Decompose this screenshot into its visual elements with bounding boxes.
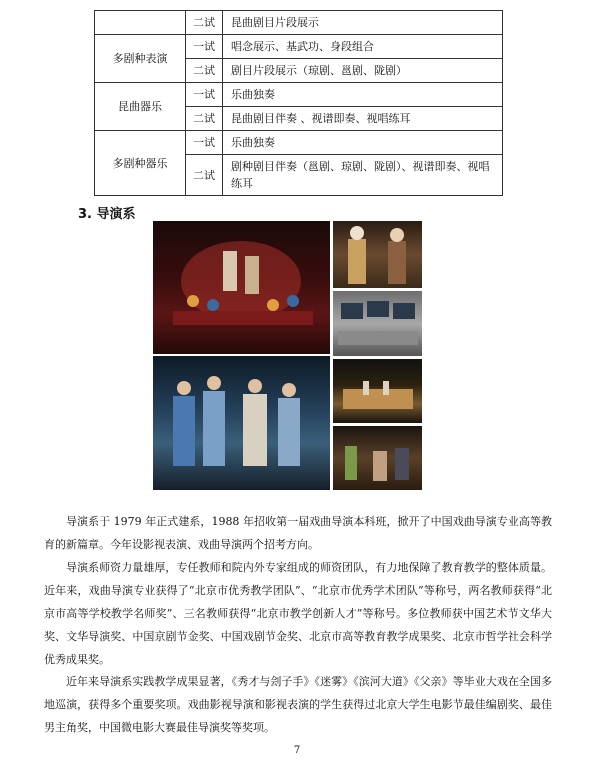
- exam-content-table: [94, 10, 503, 196]
- table-cell-group: 多剧种表演: [95, 35, 186, 83]
- rehearsal-stage-illustration: [333, 359, 422, 423]
- table-row: [95, 11, 503, 35]
- table-cell-group: [95, 11, 186, 35]
- table-row: [95, 131, 503, 155]
- table-cell-stage: 一试: [186, 131, 223, 155]
- stage-performance-photo: [153, 221, 330, 354]
- table-cell-stage: 二试: [186, 155, 223, 196]
- costumed-actors-illustration: [153, 356, 330, 490]
- section-heading: 3. 导演系: [78, 207, 136, 222]
- editing-room-illustration: [333, 291, 422, 356]
- table-cell-stage: 二试: [186, 107, 223, 131]
- stage-performance-illustration: [153, 221, 330, 354]
- table-cell-content: 昆曲剧目片段展示: [223, 11, 503, 35]
- table-cell-content: 剧种剧目伴奏（邕剧、琼剧、陇剧）、视谱即奏、视唱练耳: [223, 155, 503, 196]
- page-number: 7: [293, 745, 301, 756]
- table-cell-stage: 一试: [186, 35, 223, 59]
- costumed-actors-photo: [153, 356, 330, 490]
- opera-masks-photo: [333, 221, 422, 288]
- paragraph-intro: 导演系于 1979 年正式建系，1988 年招收第一届戏曲导演本科班，掀开了中国戏曲导演专业高等教育的新篇章。今年设影视表演、戏曲导演两个招考方向。: [44, 515, 552, 551]
- table-cell-content: 剧目片段展示（琼剧、邕剧、陇剧）: [223, 59, 503, 83]
- table-cell-content: 乐曲独奏: [223, 83, 503, 107]
- classroom-scene-photo: [333, 426, 422, 490]
- table-cell-stage: 二试: [186, 11, 223, 35]
- table-cell-content: 昆曲剧目伴奏 、视谱即奏、视唱练耳: [223, 107, 503, 131]
- table-row: [95, 35, 503, 59]
- table-cell-content: 唱念展示、基武功、身段组合: [223, 35, 503, 59]
- paragraph-achievements: 近年来导演系实践教学成果显著，《秀才与刽子手》《迷雾》《滨河大道》《父亲》等毕业大戏在全国多地巡演，获得多个重要奖项。戏曲影视导演和影视表演的学生获得过北京大学生电影节最佳编剧奖、最佳男主角奖，中国微电影大赛最佳导演奖等奖项。: [44, 675, 552, 734]
- table-row: [95, 83, 503, 107]
- editing-room-photo: [333, 291, 422, 356]
- table-cell-group: 昆曲器乐: [95, 83, 186, 131]
- opera-masks-illustration: [333, 221, 422, 288]
- table-cell-stage: 二试: [186, 59, 223, 83]
- table-cell-stage: 一试: [186, 83, 223, 107]
- table-cell-group: 多剧种器乐: [95, 131, 186, 196]
- table-cell-content: 乐曲独奏: [223, 131, 503, 155]
- classroom-scene-illustration: [333, 426, 422, 490]
- rehearsal-stage-photo: [333, 359, 422, 423]
- paragraph-faculty: 导演系师资力量雄厚，专任教师和院内外专家组成的师资团队，有力地保障了教育教学的整体质量。近年来，戏曲导演专业获得了“北京市优秀教学团队”、“北京市优秀学术团队”等称号，两名教师获得“北京市高等学校教学名师奖”、三名教师获得“北京市教学创新人才”等称号。多位教师获中国艺术节文华大奖、文华导演奖、中国京剧节金奖、中国戏剧节金奖、北京市高等教育教学成果奖、北京市哲学社会科学优秀成果奖。: [44, 561, 552, 666]
